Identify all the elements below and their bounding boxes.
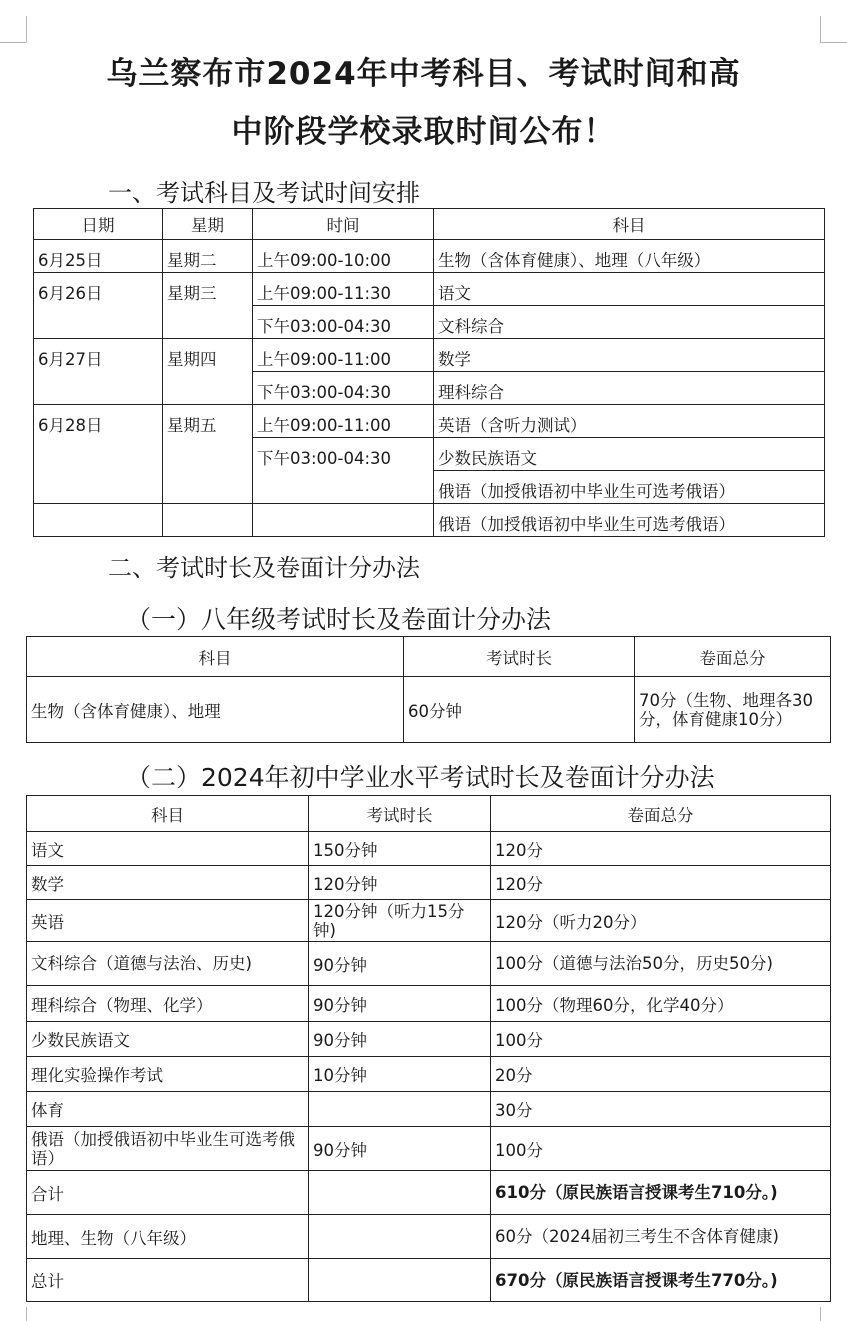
score-cell: 120分（听力20分） <box>491 900 831 942</box>
crop-mark-top-left <box>0 16 27 43</box>
header-score: 卷面总分 <box>491 796 831 832</box>
table-row <box>27 1215 831 1259</box>
table-row <box>34 339 825 372</box>
time-cell: 上午09:00-10:00 <box>253 240 434 273</box>
time-cell: 下午03:00-04:30 <box>253 438 434 504</box>
header-subject: 科目 <box>27 637 404 677</box>
date-cell: 6月26日 <box>34 273 163 339</box>
subject-cell: 生物（含体育健康）、地理 <box>27 677 404 743</box>
subject-cell: 语文 <box>27 832 309 866</box>
duration-cell: 120分钟 <box>309 866 491 900</box>
table-row <box>27 1057 831 1092</box>
subject-cell: 合计 <box>27 1171 309 1215</box>
weekday-cell: 星期四 <box>163 339 253 405</box>
score-cell: 100分（道德与法治50分，历史50分) <box>491 942 831 986</box>
table-row <box>27 942 831 986</box>
duration-cell: 10分钟 <box>309 1057 491 1092</box>
table-row <box>27 1127 831 1171</box>
subject-cell: 少数民族语文 <box>27 1022 309 1057</box>
time-cell <box>253 504 434 537</box>
duration-cell: 120分钟（听力15分钟) <box>309 900 491 942</box>
table-row <box>34 240 825 273</box>
table-row <box>34 405 825 438</box>
duration-cell <box>309 1171 491 1215</box>
subject-cell: 生物（含体育健康）、地理（八年级） <box>434 240 825 273</box>
grade8-table <box>26 636 831 743</box>
crop-mark-bottom-right <box>820 1307 847 1321</box>
subject-cell: 地理、生物（八年级） <box>27 1215 309 1259</box>
subject-cell: 俄语（加授俄语初中毕业生可选考俄语） <box>27 1127 309 1171</box>
table-row <box>27 986 831 1022</box>
subject-cell: 俄语（加授俄语初中毕业生可选考俄语） <box>434 471 825 504</box>
subject-cell: 体育 <box>27 1092 309 1127</box>
section-heading-schedule: 一、考试科目及考试时间安排 <box>108 179 420 207</box>
subject-cell: 英语 <box>27 900 309 942</box>
header-weekday: 星期 <box>163 209 253 240</box>
score-cell: 60分（2024届初三考生不含体育健康) <box>491 1215 831 1259</box>
subject-cell: 英语（含听力测试） <box>434 405 825 438</box>
duration-cell <box>309 1092 491 1127</box>
subject-cell: 俄语（加授俄语初中毕业生可选考俄语） <box>434 504 825 537</box>
weekday-cell: 星期二 <box>163 240 253 273</box>
date-cell: 6月27日 <box>34 339 163 405</box>
table-header-row <box>34 209 825 240</box>
duration-cell: 90分钟 <box>309 1127 491 1171</box>
subject-cell: 理科综合（物理、化学） <box>27 986 309 1022</box>
subject-cell: 语文 <box>434 273 825 306</box>
title-line-2: 中阶段学校录取时间公布！ <box>231 114 616 150</box>
duration-cell <box>309 1215 491 1259</box>
weekday-cell <box>163 504 253 537</box>
weekday-cell: 星期三 <box>163 273 253 339</box>
score-cell: 100分 <box>491 1127 831 1171</box>
header-duration: 考试时长 <box>404 637 635 677</box>
subject-cell: 文科综合（道德与法治、历史) <box>27 942 309 986</box>
table-row <box>27 1092 831 1127</box>
score-cell: 100分（物理60分，化学40分） <box>491 986 831 1022</box>
duration-cell: 90分钟 <box>309 986 491 1022</box>
subject-cell: 总计 <box>27 1259 309 1302</box>
subject-cell: 文科综合 <box>434 306 825 339</box>
table-row <box>34 504 825 537</box>
header-subject: 科目 <box>434 209 825 240</box>
score-cell: 670分（原民族语言授课考生770分。) <box>491 1259 831 1302</box>
subject-cell: 理科综合 <box>434 372 825 405</box>
table-row <box>34 273 825 306</box>
score-cell: 30分 <box>491 1092 831 1127</box>
table-header-row <box>27 637 831 677</box>
header-time: 时间 <box>253 209 434 240</box>
time-cell: 上午09:00-11:30 <box>253 273 434 306</box>
duration-cell <box>309 1259 491 1302</box>
score-cell: 610分（原民族语言授课考生710分。) <box>491 1171 831 1215</box>
crop-mark-top-right <box>820 16 847 43</box>
table-row-subtotal <box>27 1171 831 1215</box>
score-cell: 120分 <box>491 866 831 900</box>
header-date: 日期 <box>34 209 163 240</box>
score-cell: 70分（生物、地理各30分，体育健康10分） <box>635 677 831 743</box>
subject-cell: 少数民族语文 <box>434 438 825 471</box>
table-header-row <box>27 796 831 832</box>
table-row <box>27 1022 831 1057</box>
date-cell: 6月28日 <box>34 405 163 504</box>
subject-cell: 数学 <box>434 339 825 372</box>
time-cell: 上午09:00-11:00 <box>253 339 434 372</box>
subject-cell: 理化实验操作考试 <box>27 1057 309 1092</box>
subheading-grade8: （一）八年级考试时长及卷面计分办法 <box>126 605 552 634</box>
duration-cell: 150分钟 <box>309 832 491 866</box>
score-cell: 20分 <box>491 1057 831 1092</box>
weekday-cell: 星期五 <box>163 405 253 504</box>
time-cell: 上午09:00-11:00 <box>253 405 434 438</box>
table-row <box>27 832 831 866</box>
time-cell: 下午03:00-04:30 <box>253 372 434 405</box>
schedule-table <box>33 208 825 537</box>
header-subject: 科目 <box>27 796 309 832</box>
duration-cell: 90分钟 <box>309 942 491 986</box>
table-row <box>27 866 831 900</box>
subject-cell: 数学 <box>27 866 309 900</box>
date-cell <box>34 504 163 537</box>
section-heading-duration: 二、考试时长及卷面计分办法 <box>108 554 420 582</box>
crop-mark-bottom-left <box>0 1307 27 1321</box>
level-exam-table <box>26 795 831 1302</box>
duration-cell: 60分钟 <box>404 677 635 743</box>
table-row <box>27 677 831 743</box>
duration-cell: 90分钟 <box>309 1022 491 1057</box>
title-line-1: 乌兰察布市2024年中考科目、考试时间和高 <box>106 56 741 92</box>
header-duration: 考试时长 <box>309 796 491 832</box>
table-row-total <box>27 1259 831 1302</box>
subheading-level-exam: （二）2024年初中学业水平考试时长及卷面计分办法 <box>126 763 715 792</box>
date-cell: 6月25日 <box>34 240 163 273</box>
score-cell: 100分 <box>491 1022 831 1057</box>
time-cell: 下午03:00-04:30 <box>253 306 434 339</box>
header-score: 卷面总分 <box>635 637 831 677</box>
table-row <box>27 900 831 942</box>
score-cell: 120分 <box>491 832 831 866</box>
